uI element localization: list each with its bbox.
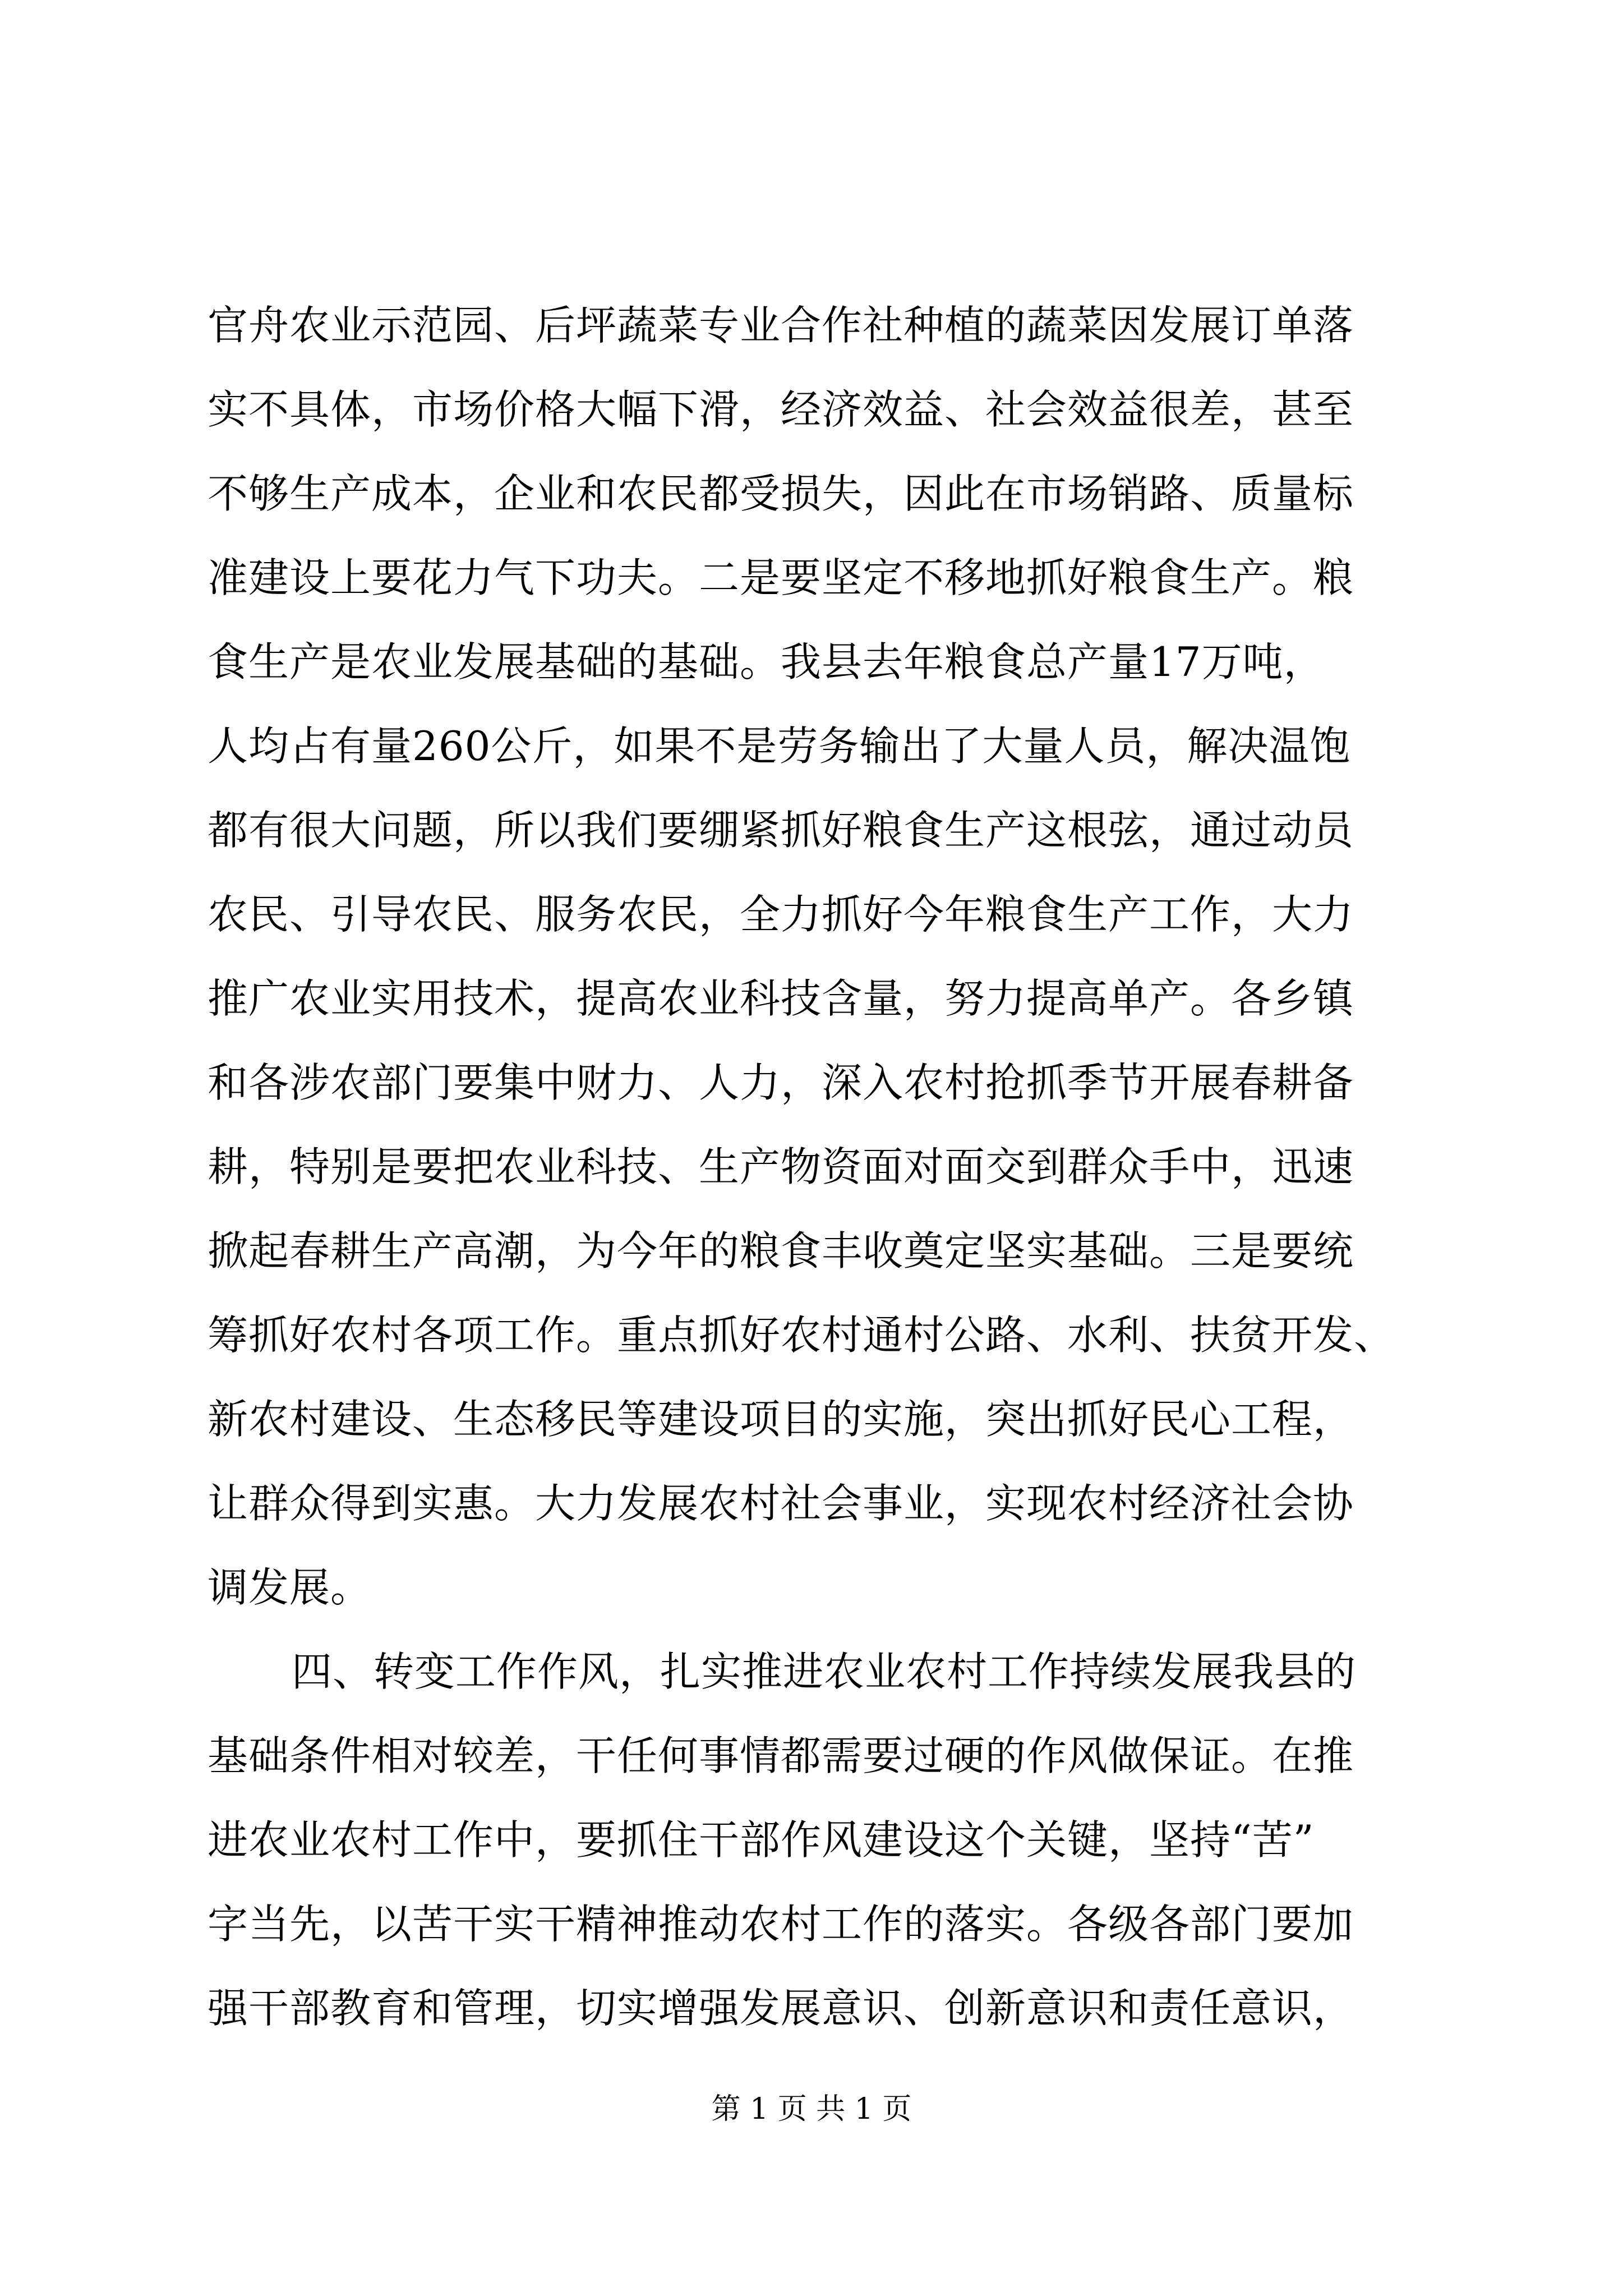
- text-line: 人均占有量260公斤，如果不是劳务输出了大量人员，解决温饱: [208, 723, 1351, 770]
- text-line: 都有很大问题，所以我们要绷紧抓好粮食生产这根弦，通过动员: [208, 807, 1354, 854]
- text-line: 实不具体，市场价格大幅下滑，经济效益、社会效益很差，甚至: [208, 386, 1354, 433]
- text-line: 调发展。: [208, 1564, 372, 1611]
- text-line: 和各涉农部门要集中财力、人力，深入农村抢抓季节开展春耕备: [208, 1059, 1354, 1106]
- text-line: 食生产是农业发展基础的基础。我县去年粮食总产量17万吨，: [208, 638, 1325, 685]
- text-line: 强干部教育和管理，切实增强发展意识、创新意识和责任意识，: [208, 1985, 1354, 2032]
- body-text: [208, 283, 1436, 2050]
- text-line: 进农业农村工作中，要抓住干部作风建设这个关键，坚持“苦”: [208, 1816, 1315, 1864]
- page-number-footer: 第 1 页 共 1 页: [711, 2092, 912, 2126]
- text-line: 新农村建设、生态移民等建设项目的实施，突出抓好民心工程，: [208, 1396, 1354, 1443]
- text-line: 农民、引导农民、服务农民，全力抓好今年粮食生产工作，大力: [208, 891, 1354, 938]
- text-line: 准建设上要花力气下功夫。二是要坚定不移地抓好粮食生产。粮: [208, 554, 1354, 601]
- text-line: 基础条件相对较差，干任何事情都需要过硬的作风做保证。在推: [208, 1732, 1354, 1779]
- text-line: 让群众得到实惠。大力发展农村社会事业，实现农村经济社会协: [208, 1480, 1354, 1527]
- text-line: 耕，特别是要把农业科技、生产物资面对面交到群众手中，迅速: [208, 1143, 1354, 1190]
- text-line: 推广农业实用技术，提高农业科技含量，努力提高单产。各乡镇: [208, 975, 1354, 1022]
- text-line: 不够生产成本，企业和农民都受损失，因此在市场销路、质量标: [208, 470, 1354, 517]
- text-line: 掀起春耕生产高潮，为今年的粮食丰收奠定坚实基础。三是要统: [208, 1227, 1354, 1274]
- text-line: 官舟农业示范园、后坪蔬菜专业合作社种植的蔬菜因发展订单落: [208, 302, 1354, 349]
- paragraph-start-line: 四、转变工作作风，扎实推进农业农村工作持续发展我县的: [292, 1648, 1357, 1695]
- text-line: 筹抓好农村各项工作。重点抓好农村通村公路、水利、扶贫开发、: [208, 1312, 1395, 1359]
- text-line: 字当先，以苦干实干精神推动农村工作的落实。各级各部门要加: [208, 1901, 1354, 1948]
